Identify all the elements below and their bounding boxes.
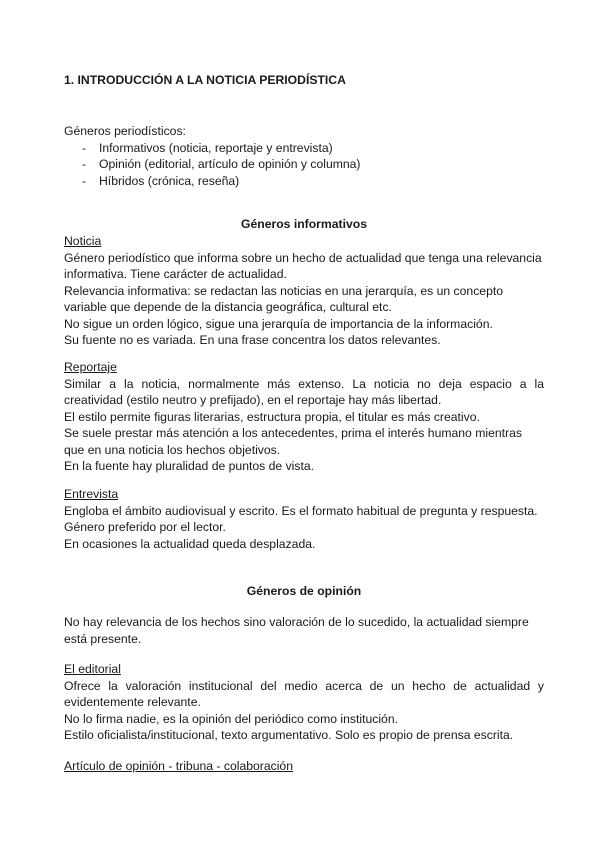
paragraph: Relevancia informativa: se redactan las noticias en una jerarquía, es un concepto variable que depende de la distancia geográfica, cultural etc. xyxy=(64,283,504,314)
genres-block xyxy=(64,123,544,189)
list-item: - Híbridos (crónica, reseña) xyxy=(64,173,544,190)
paragraph: El estilo permite figuras literarias, estructura propia, el titular es más creativo. xyxy=(64,409,480,424)
genres-list xyxy=(64,140,544,190)
genres-label: Géneros periodísticos: xyxy=(64,124,186,138)
entrevista-subtitle: Entrevista xyxy=(64,487,119,501)
list-item: - Opinión (editorial, artículo de opinión y columna) xyxy=(64,156,544,173)
paragraph: Engloba el ámbito audiovisual y escrito. Es el formato habitual de pregunta y respuesta. xyxy=(64,503,538,518)
paragraph: Su fuente no es variada. En una frase concentra los datos relevantes. xyxy=(64,333,441,347)
paragraph: En ocasiones la actualidad queda desplazada. xyxy=(64,536,316,551)
noticia-subtitle: Noticia xyxy=(64,234,102,248)
opinion-title: Géneros de opinión xyxy=(246,584,362,598)
editorial-block xyxy=(64,661,544,744)
list-item: - Informativos (noticia, reportaje y entrevista) xyxy=(64,140,544,157)
articulo-block xyxy=(64,758,544,775)
paragraph: No lo firma nadie, es la opinión del periódico como institución. xyxy=(64,711,398,726)
reportaje-block xyxy=(64,359,544,475)
paragraph: Ofrece la valoración institucional del medio acerca de un hecho de actualidad y evidentemente relevante. xyxy=(64,678,544,709)
section-heading: 1. INTRODUCCIÓN A LA NOTICIA PERIODÍSTICA xyxy=(64,73,346,87)
paragraph: Estilo oficialista/institucional, texto argumentativo. Solo es propio de prensa escrita. xyxy=(64,728,514,742)
entrevista-block xyxy=(64,486,544,552)
paragraph: En la fuente hay pluralidad de puntos de vista. xyxy=(64,459,315,473)
paragraph: No sigue un orden lógico, sigue una jerarquía de importancia de la información. xyxy=(64,316,493,331)
informativos-title: Géneros informativos xyxy=(241,217,367,231)
noticia-block xyxy=(64,233,544,349)
articulo-subtitle: Artículo de opinión - tribuna - colaboración xyxy=(64,759,293,773)
paragraph: Se suele prestar más atención a los antecedentes, prima el interés humano mientras que en una noticia los hechos objetivos. xyxy=(64,426,522,457)
paragraph: Similar a la noticia, normalmente más extenso. La noticia no deja espacio a la creatividad (estilo neutro y prefijado), en el reportaje hay más libertad. xyxy=(64,376,544,407)
paragraph: Género periodístico que informa sobre un hecho de actualidad que tenga una relevancia informativa. Tiene carácter de actualidad. xyxy=(64,250,542,281)
paragraph: Género preferido por el lector. xyxy=(64,520,226,534)
opinion-intro: No hay relevancia de los hechos sino valoración de lo sucedido, la actualidad siempre está presente. xyxy=(64,615,529,646)
reportaje-subtitle: Reportaje xyxy=(64,360,117,374)
editorial-subtitle: El editorial xyxy=(64,662,121,676)
